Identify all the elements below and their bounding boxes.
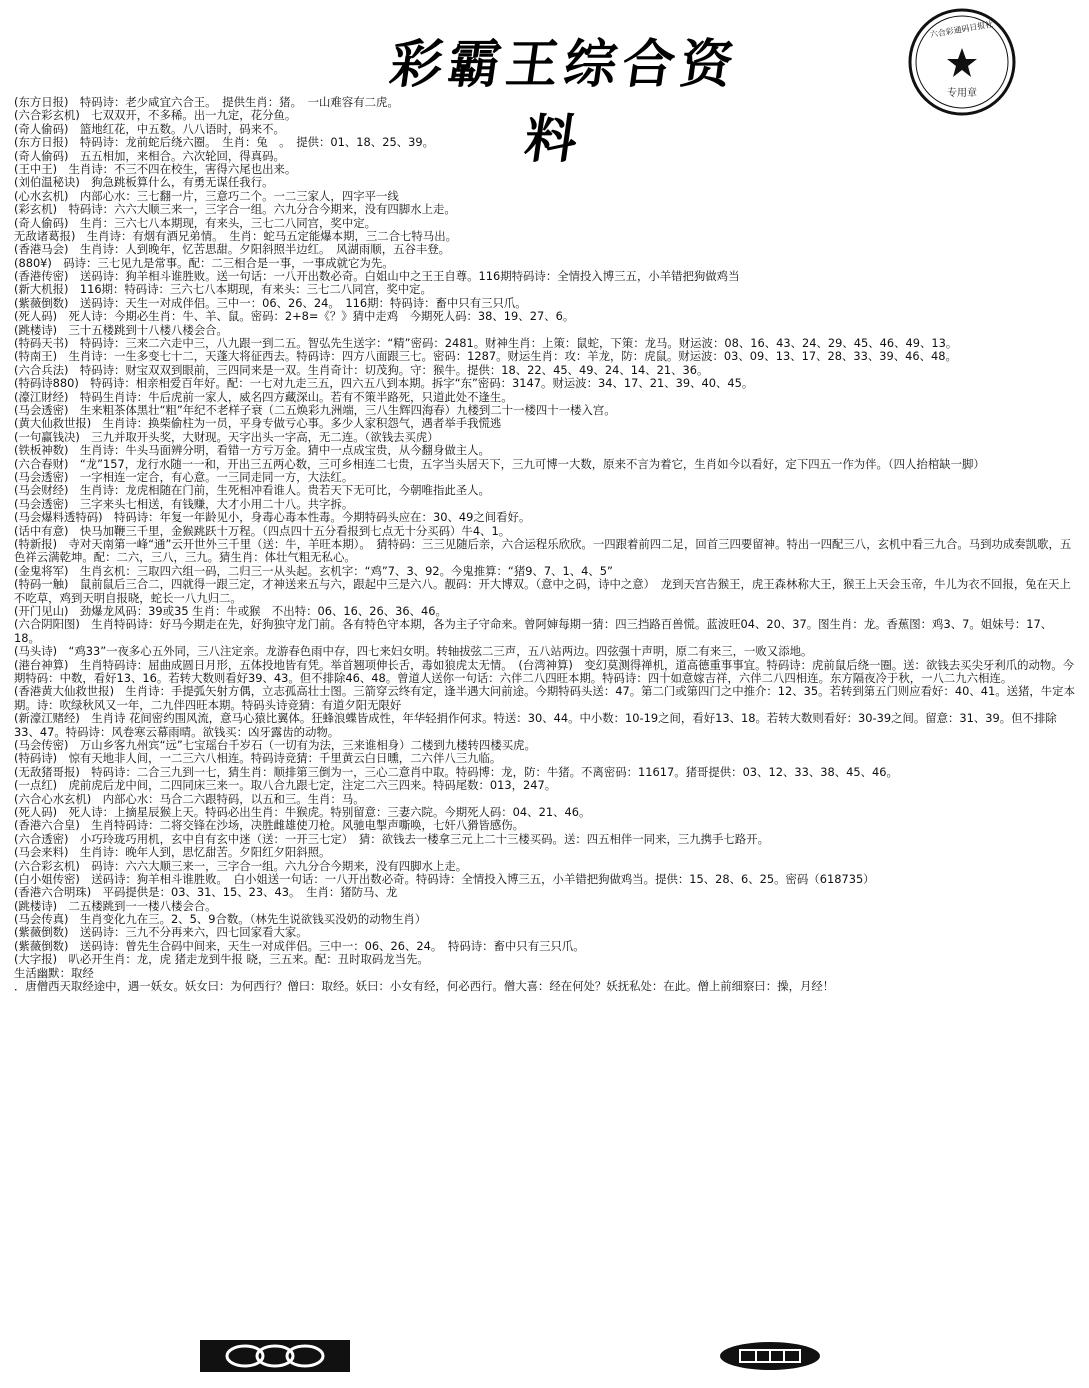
text-line: (王中王) 生肖诗：不三不四在校生，害得六尾也出来。 xyxy=(14,162,297,176)
text-line: (白小姐传密) 送码诗：狗羊相斗谁胜败。 白小姐送一句话：一八开出数必奇。特码诗：全情投入博三五，小羊错把狗做鸡当。提供：15、28、6、25。密码（618735） xyxy=(14,872,875,886)
text-line: (金鬼将军) 生肖玄机：三取四六组一码，二归三一从头起。玄机字：“鸡”7、3、92。今鬼推算：“猪9、7、1、4、5” xyxy=(14,564,613,578)
text-line: (六合心水玄机) 内部心水：马合二六跟特码，以五和三。生肖：马。 xyxy=(14,792,365,806)
text-line: (香港传密) 送码诗：狗羊相斗谁胜败。送一句话：一八开出数必奇。白姐山中之王王自尊。116期特码诗：全情投入博三五，小羊错把狗做鸡当 xyxy=(14,270,740,284)
text-line: (一句赢钱决) 三九并取开头奖，大财现。天字出头一字高，无二连。（欲钱去买虎） xyxy=(14,430,439,444)
text-line: (六合彩玄机) 码诗：六六大顺三来一，三字合一组。六九分合今期来，没有四脚水上走。 xyxy=(14,859,468,873)
text-line: (大字报) 叭必开生肖：龙，虎 猪走龙到牛报 晓，三五来。配：丑时取码龙当先。 xyxy=(14,953,429,967)
text-line: (香港黄大仙救世报) 生肖诗：手提弧矢射方偶，立志孤高壮士图。三箭穿云终有定，逢半遇大问前途。今期特码头送：47。第二门或第四门之中推介：12、35。若转到第五门则应看好：40、41。送猪，牛定本期。诗：吹绿秋风又一年，二九伴四旺本期。特码头诗竞猜：有道夕阳无限好 xyxy=(14,685,1075,712)
text-line: (紫薇倒数) 送码诗：三九不分再来六，四七回家看大家。 xyxy=(14,926,308,940)
text-line: (紫薇倒数) 送码诗：曾先生合码中间来，天生一对成伴侣。三中一：06、26、24。 特码诗：畜中只有三只爪。 xyxy=(14,939,585,953)
text-line: (铁板神数) 生肖诗：牛头马面辨分明，看错一方亏万金。猜中一点成宝贵，从今翻身做主人。 xyxy=(14,444,490,458)
text-line: (马会爆料透特码) 特码诗：年复一年龄见小，身毒心毒本性毒。今期特码头应在：30、49之间看好。 xyxy=(14,511,531,525)
text-line: (开门见山) 劲爆龙风码：39或35 生肖：牛或猴 不出特：06、16、26、36、46。 xyxy=(14,604,447,618)
text-line: ．唐僧西天取经途中，遇一妖女。妖女曰：为何西行？僧曰：取经。妖曰：小女有经，何必西行。僧大喜：经在何处？妖抚私处：在此。僧上前细察曰：操，月经！ xyxy=(14,980,835,994)
text-line: 生活幽默：取经 xyxy=(14,966,94,980)
text-line: (香港马会) 生肖诗：人到晚年，忆苦思甜。夕阳斜照半边红。 风湖雨顺，五谷丰登。 xyxy=(14,243,451,257)
text-line: (马会传真) 生肖变化九在三。2、5、9合数。（林先生说欲钱买没奶的动物生肖） xyxy=(14,913,427,927)
text-line: (新濠江赌经) 生肖诗 花间密约围风流，意马心猿比翼体。狂蜂浪蝶皆成性，年华轻捐作何求。特送：30、44。中小数：10-19之间，看好13、18。若转大数则看好：30-39之间。留意：31、39。但不排除33、47。特码诗：风卷寒云幕雨晴。欲钱买：凶牙露齿的动物。 xyxy=(14,712,1057,739)
text-line: (刘伯温秘诀) 狗急跳板算什么，有勇无谋任我行。 xyxy=(14,176,274,190)
text-line: (香港六合皇) 生肖特码诗：二将交锋在沙场，决胜雌雄使刀枪。风驰电掣声嘶唤，七奸八猾皆感伤。 xyxy=(14,819,525,833)
text-line: (东方日报) 特码诗：龙前蛇后绕六圈。 生肖：兔 。 提供：01、18、25、39。 xyxy=(14,136,434,150)
text-line: (香港六合明珠) 平码提供是：03、31、15、23、43。 生肖：猪防马、龙 xyxy=(14,886,398,900)
text-line: (奇人偷码) 五五相加，来相合。六次轮回，得真码。 xyxy=(14,149,285,163)
text-line: (特码天书) 特码诗：三来二六走中三，八九跟一到二五。智弘先生送字：“精”密码：2481。财神生肖：上策：鼠蛇，下策：龙马。财运波：08、16、43、24、29、45、46、49、13。 xyxy=(14,337,958,351)
text-line: (马会财经) 生肖诗：龙虎相随在门前，生死相冲看谁人。贵若天下无可比，今朝唯指此圣人。 xyxy=(14,484,490,498)
text-line: (新大机报) 116期：特码诗：三六七八本期现，有来头：三七二八同宫，奖中定。 xyxy=(14,283,432,297)
text-line: (紫薇倒数) 送码诗：天生一对成伴侣。三中一：06、26、24。 116期：特码诗：畜中只有三只爪。 xyxy=(14,296,527,310)
text-line: (话中有意) 快马加鞭三千里，金猴跳跃十万程。（四点四十五分看报到七点无十分买码）牛4、1。 xyxy=(14,524,511,538)
text-line: (六合春财) “龙”157，龙行水随一一和，开出三五两心数，三可乡相连二七贵，五字当头居天下，三九可博一大数，原来不言为着它，生肖如今以看好，定下四五一作为伴。（四人抬棺缺一脚） xyxy=(14,457,985,471)
text-line: (死人码) 死人诗：今期必生肖：牛、羊、鼠。密码：2+8=《？》猜中走鸡 今期死人码：38、19、27、6。 xyxy=(14,310,575,324)
text-line: (特码诗) 惊有天地非人间，一二三六八相连。特码诗竞猜：千里黄云白日曛，二六伴八三九临。 xyxy=(14,752,502,766)
text-line: (六合兵法) 特码诗：财宝双双到眼前，三四同来是一双。生肖奇计：切茂狗。守：猴牛。提供：18、22、45、49、24、14、21、36。 xyxy=(14,363,709,377)
text-line: (马会透密) 生来粗茶体黑壮“粗”年纪不老样子衰（二五焕彩九洲端，三八生辉四海春）九楼到二十一楼四十一楼入宫。 xyxy=(14,404,616,418)
text-line: (六合阴阳图) 生肖特码诗：好马今期走在先，好狗独守龙门前。各有特色守本期，各为主子守命来。曾阿婶每期一猜：四三挡路百兽慌。蓝波旺04、20、37。图生肖：龙。香蕉图：鸡3、7。姐妹号：17、18。 xyxy=(14,618,1053,645)
text-line: (跳楼诗) 三十五楼跳到十八楼八楼会合。 xyxy=(14,323,228,337)
text-line: (马会传密) 万山乡客九州宾“远”七宝瑶台千岁石（一切有为法，三来谁相身）二楼到九楼转四楼买虎。 xyxy=(14,738,536,752)
article-body xyxy=(14,96,1078,993)
text-line: (马会透密) 一字相连一定合，有心意。一三同走同一方，大法红。 xyxy=(14,470,354,484)
text-line: 无敌诸葛报) 生肖诗：有烟有酒兄弟情。 生肖：蛇马五定能爆本期，三二合七特马出。 xyxy=(14,229,457,243)
text-line: (特码一触) 鼠前鼠后三合二，四就得一跟三定，才神送来五与六，跟起中三是六八。靓码：开大博双。（意中之码，诗中之意） 龙到天宫告猴王，虎王森林称大王，猴王上天会玉帝，牛儿为衣不回报，兔在天上不吃草，鸡到天明自报晓，蛇长一八九归二。 xyxy=(14,578,1071,605)
svg-text:六合彩通码日报社: 六合彩通码日报社 xyxy=(929,19,994,40)
page-title: 彩霸王综合资料 xyxy=(386,34,743,170)
text-line: (奇人偷码) 篮地红花，中五数。八八语时，码来不。 xyxy=(14,122,285,136)
text-line: (880¥) 码诗：三七见九是常事。配：二三相合是一事，一事成就它为先。 xyxy=(14,256,394,270)
text-line: (一点红) 虎前虎后龙中间，二四同床三来一。取八合九跟七定，注定二六三四来。特码尾数：013，247。 xyxy=(14,779,557,793)
text-line: (六合透密) 小巧玲珑巧用机，玄中自有玄中迷（送：一开三七定） 猜：欲钱去一楼拿三元上二十三楼买码。送：四五相伴一同来，三九携手七路开。 xyxy=(14,832,769,846)
text-line: (马会来料) 生肖诗：晚年人到，思忆甜苦。夕阳红夕阳斜照。 xyxy=(14,846,331,860)
text-line: (跳楼诗) 二五楼跳到一一楼八楼会合。 xyxy=(14,899,217,913)
text-line: (特南王) 生肖诗：一生多变七十二，天蓬大将征西去。特码诗：四方八面跟三七。密码：1287。财运生肖：攻：羊龙，防：虎鼠。财运波：03、09、13、17、28、33、39、46、48。 xyxy=(14,350,957,364)
text-line: (彩玄机) 特码诗：六六大顺三来一，三字合一组。六九分合今期来，没有四脚水上走。 xyxy=(14,203,456,217)
text-line: (黄大仙救世报) 生肖诗：换柴偷柱为一员，平身专做亏心事。多少人家积怨气，遇者举手我慌逃 xyxy=(14,417,502,431)
text-line: (奇人偷码) 生肖：三六七八本期现，有来头，三七二八同宫，奖中定。 xyxy=(14,216,376,230)
text-line: (港台神算) 生肖特码诗：屈曲成圆日月形，五体投地皆有凭。举首翘项伸长舌，毒如狼虎太无情。 (台湾神算) 变幻莫测得禅机，道高德重事事宜。特码诗：虎前鼠后绕一圈。送：欲钱去买尖牙利爪的动物。今期特码：中数，看好13、16。若转大数则看好39、43。但不排除46、48。曾道人送你一句话：六伴二八四旺本期。特码诗：四十如意嫁吉祥，六伴二八四相连。东方隔夜冷于秋，一八二九六相连。 xyxy=(14,658,1075,685)
text-line: (马会透密) 三字来头七相送，有钱赚，大才小用二十八。共字拆。 xyxy=(14,497,354,511)
text-line: (东方日报) 特码诗：老少咸宜六合王。 提供生肖：猪。 一山难容有二虎。 xyxy=(14,96,399,109)
footer-logo-left-icon xyxy=(200,1340,350,1372)
text-line: (特新报) 寺对天南第一峰“通”云开世外三千里（送：牛，羊旺本期）。 猜特码：三三见随后亲，六合运程乐欣欣。一四跟着前四二足，回首三四要留神。特出一四配三八，玄机中看三九合。马到功成奏凯歌，五色祥云满乾坤。配：二六，三八，三九。猜生肖：体壮气粗无私心。 xyxy=(14,537,1072,565)
text-line: (心水玄机) 内部心水：三七翻一片，三意巧二个。一二三家人，四字平一线 xyxy=(14,189,399,203)
footer-logo-right-icon xyxy=(718,1340,823,1372)
text-line: (死人码) 死人诗：上摘星辰猴上天。特码必出生肖：牛猴虎。特别留意：三妻六院。今期死人码：04、21、46。 xyxy=(14,805,591,819)
text-line: (无敌猪哥报) 特码诗：二合三九到一七，猜生肖：顺排第三倒为一，三心二意肖中取。特码博：龙，防：牛猪。不离密码：11617。猪哥提供：03、12、33、38、45、46。 xyxy=(14,765,898,779)
text-line: (特码诗880) 特码诗：相亲相爱百年好。配：一七对九走三五，四六五八到本期。拆字“东”密码：3147。财运波：34、17、21、39、40、45。 xyxy=(14,377,754,391)
svg-text:专用章: 专用章 xyxy=(947,88,977,99)
text-line: (濠江財经) 特码生肖诗：牛后虎前一家人，威名四方藏深山。若有不策半路死，只道此处不逢生。 xyxy=(14,390,513,404)
text-line: (六合彩玄机) 七双双开，不多稀。出一九定，花分鱼。 xyxy=(14,109,297,123)
text-line: (马头诗) “鸡33”一夜多心五外同，三八注定亲。龙游春色雨中存，四七来妇女明。转轴拔弦二三声，五八站两边。四弦强十声明，原二有来三，一败又添地。 xyxy=(14,645,813,659)
